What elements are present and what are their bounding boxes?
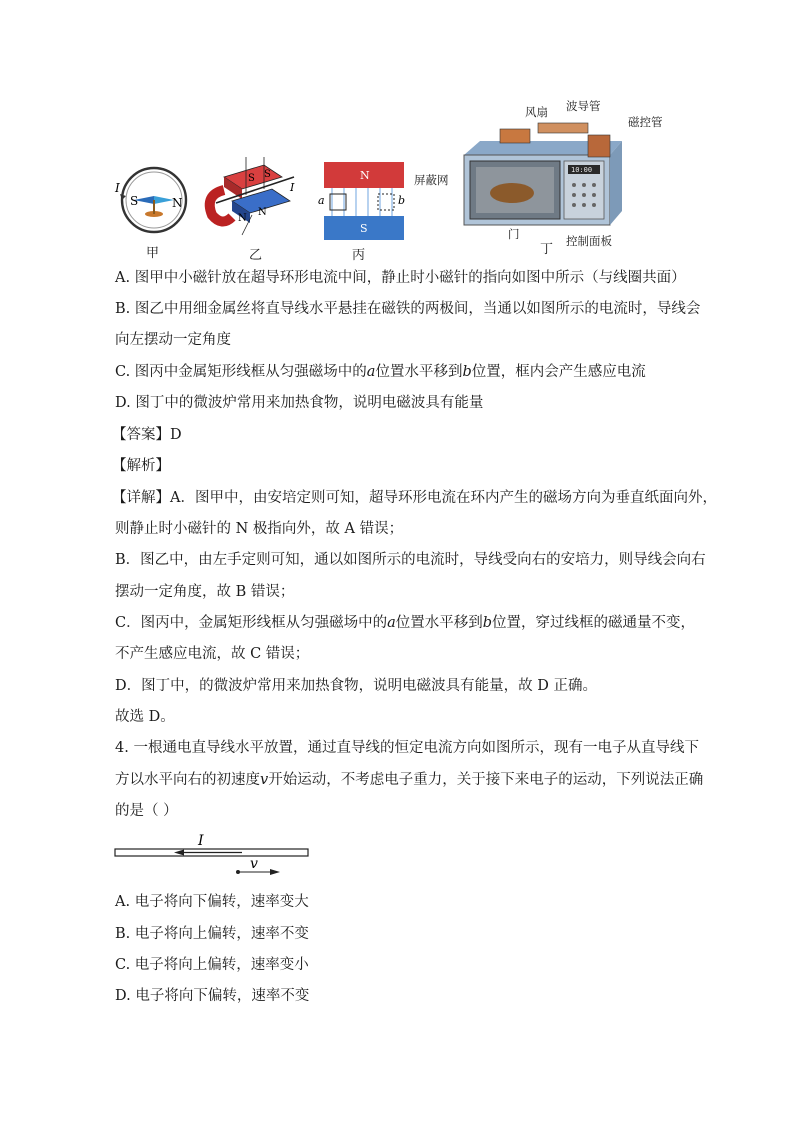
display-readout: 10:00: [571, 166, 593, 174]
var-b: b: [462, 364, 472, 380]
q3-option-c-mid: 位置水平移到: [375, 364, 463, 380]
q3-option-c-post: 位置，框内会产生感应电流: [471, 364, 646, 380]
north-label: N: [172, 196, 183, 210]
explanation-5-mid: 位置水平移到: [395, 615, 483, 631]
shield-label: 屏蔽网: [414, 173, 449, 187]
n1-label: N: [238, 213, 247, 224]
door-label: 门: [508, 227, 520, 241]
answer-label: 【答案】: [112, 427, 170, 443]
explanation-6: 不产生感应电流，故 C 错误；: [115, 646, 310, 662]
figure-bing: [316, 160, 412, 242]
current-label: I: [290, 181, 295, 194]
velocity-label: v: [250, 856, 258, 872]
q3-option-d: D. 图丁中的微波炉常用来加热食物，说明电磁波具有能量: [115, 395, 484, 411]
figure-q4-wire: [112, 832, 312, 882]
magnetron-label: 磁控管: [628, 115, 663, 129]
waveguide-label: 波导管: [566, 99, 601, 113]
var-a: a: [387, 615, 396, 631]
south-label: S: [360, 222, 368, 235]
q3-option-c: [115, 362, 646, 382]
var-b: b: [482, 615, 493, 631]
s1-label: S: [248, 173, 255, 184]
caption-yi: 乙: [249, 248, 263, 263]
q4-option-d: D. 电子将向下偏转，速率不变: [115, 988, 310, 1004]
q4-option-a: A. 电子将向下偏转，速率变大: [115, 894, 309, 910]
panel-label: 控制面板: [566, 234, 612, 248]
explanation-5: [115, 613, 695, 633]
current-label: I: [198, 833, 204, 849]
analysis-label: 【解析】: [112, 458, 170, 474]
caption-jia: 甲: [146, 246, 160, 261]
q4-stem-1: 4. 一根通电直导线水平放置，通过直导线的恒定电流方向如图所示，现有一电子从直导线下: [115, 740, 699, 756]
south-label: S: [130, 194, 139, 208]
explanation-5-pre: C．图丙中，金属矩形线框从匀强磁场中的: [115, 615, 388, 631]
q4-stem-2: [115, 770, 703, 790]
explanation-3: B．图乙中，由左手定则可知，通以如图所示的电流时，导线受向右的安培力，则导线会向右: [115, 552, 706, 568]
q3-option-a: A. 图甲中小磁针放在超导环形电流中间，静止时小磁针的指向如图中所示（与线圈共面）: [115, 270, 686, 286]
b-label: b: [398, 194, 406, 207]
q3-option-c-pre: C. 图丙中金属矩形线框从匀强磁场中的: [115, 364, 367, 380]
a-label: a: [318, 194, 325, 207]
q3-option-b-line2: 向左摆动一定角度: [115, 332, 231, 348]
q4-stem-2-post: 开始运动，不考虑电子重力，关于接下来电子的运动，下列说法正确: [268, 772, 704, 788]
explanation-5-post: 位置，穿过线框的磁通量不变，: [492, 615, 696, 631]
figure-yi: [202, 155, 302, 245]
s2-label: S: [264, 169, 271, 180]
explanation-2: 则静止时小磁针的 N 极指向外，故 A 错误；: [115, 521, 404, 537]
q3-option-b-line1: B. 图乙中用细金属丝将直导线水平悬挂在磁铁的两极间，当通以如图所示的电流时，导线会: [115, 301, 701, 317]
figure-jia: [112, 162, 192, 242]
var-v: v: [260, 772, 269, 788]
caption-bing: 丙: [352, 248, 366, 263]
caption-ding: 丁: [540, 242, 554, 257]
n2-label: N: [258, 207, 267, 218]
answer: [112, 425, 182, 445]
q4-option-b: B. 电子将向上偏转，速率不变: [115, 926, 309, 942]
explanation-8: 故选 D。: [115, 709, 175, 725]
explanation-7: D．图丁中，的微波炉常用来加热食物，说明电磁波具有能量，故 D 正确。: [115, 678, 597, 694]
q4-stem-3: 的是（ ）: [115, 803, 178, 819]
fan-label: 风扇: [525, 105, 548, 119]
current-label: I: [115, 181, 120, 195]
answer-value: D: [170, 427, 182, 443]
figure-ding: [460, 115, 626, 230]
q4-option-c: C. 电子将向上偏转，速率变小: [115, 957, 309, 973]
var-a: a: [366, 364, 376, 380]
explanation-4: 摆动一定角度，故 B 错误；: [115, 584, 295, 600]
q4-stem-2-pre: 方以水平向右的初速度: [115, 772, 260, 788]
explanation-1: 【详解】A．图甲中，由安培定则可知，超导环形电流在环内产生的磁场方向为垂直纸面向外，: [112, 490, 717, 506]
north-label: N: [360, 169, 370, 182]
